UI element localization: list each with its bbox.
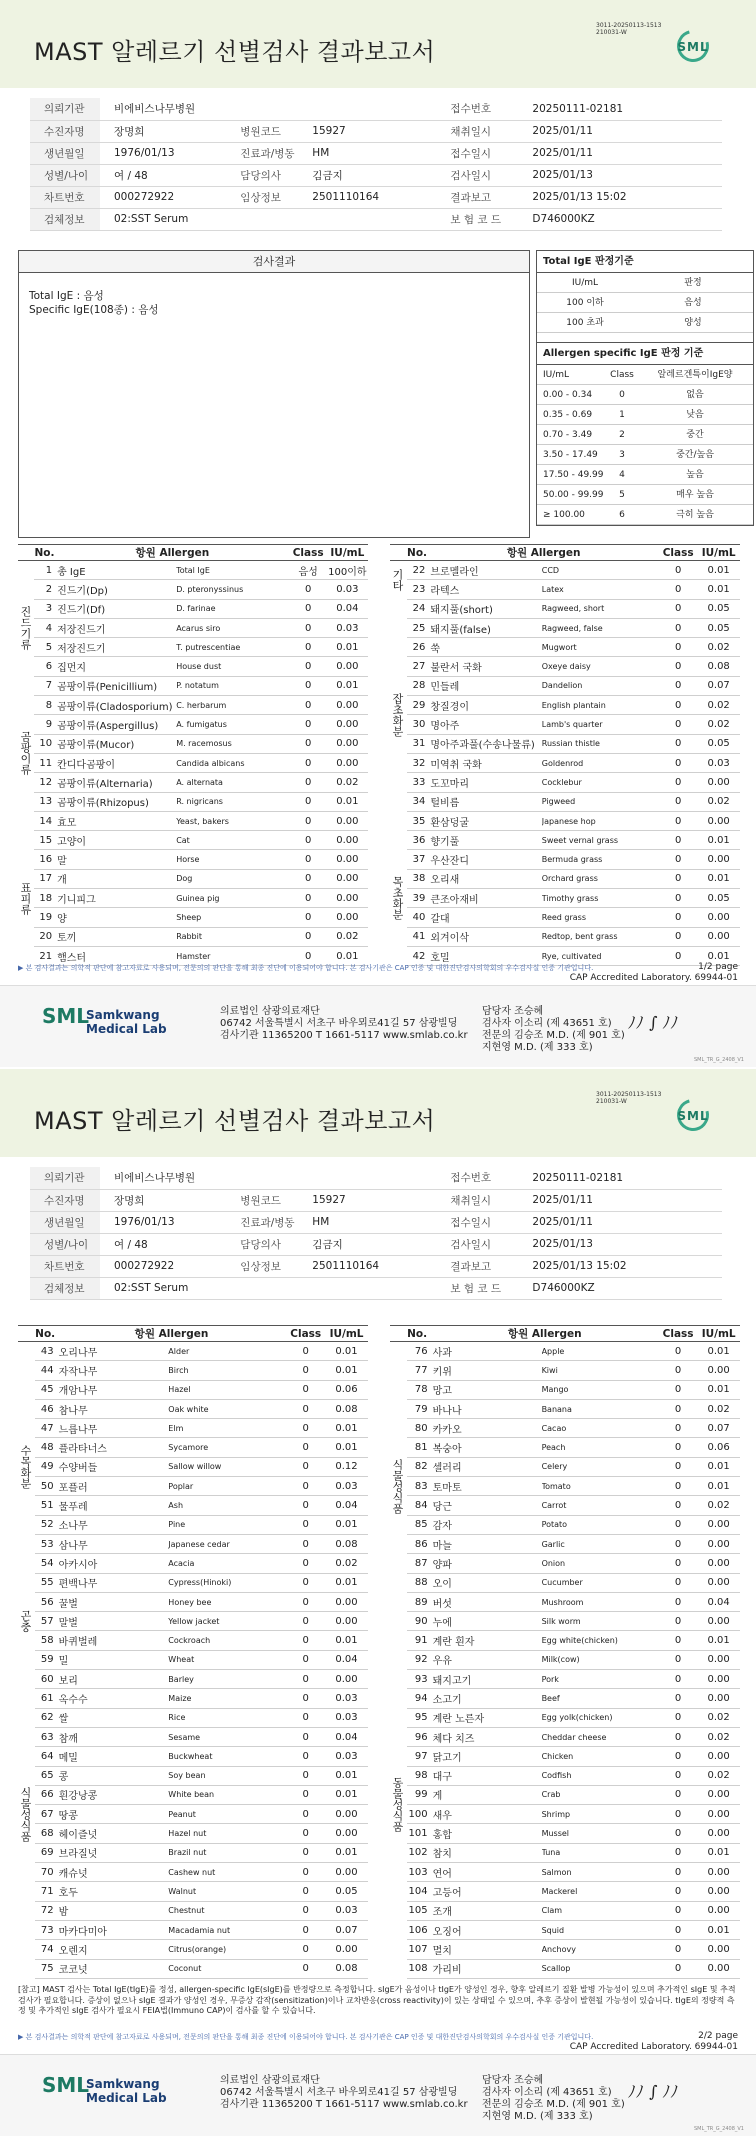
allergen-row: 30 명아주 Lamb's quarter 0 0.02 bbox=[390, 715, 740, 734]
allergen-row: 94 소고기 Beef 0 0.00 bbox=[390, 1689, 740, 1708]
result-head: 검사결과 bbox=[19, 251, 529, 273]
criteria-row: 50.00 - 99.99 5 매우 높음 bbox=[537, 485, 753, 505]
result-specific: Specific IgE(108종) : 음성 bbox=[29, 304, 159, 316]
group-label: 곤충 bbox=[19, 1610, 32, 1633]
criteria-row: 3.50 - 17.49 3 중간/높음 bbox=[537, 445, 753, 465]
allergen-row: 1 총 IgE Total IgE 음성 100이하 bbox=[18, 561, 368, 580]
allergen-row: 95 계란 노른자 Egg yolk(chicken) 0 0.02 bbox=[390, 1708, 740, 1727]
sml-logo: SML bbox=[672, 30, 714, 72]
allergen-row: 26 쑥 Mugwort 0 0.02 bbox=[390, 638, 740, 657]
patient-info-table: 의뢰기관 비에비스나무병원 접수번호 20250111-02181 수진자명 장명희 병원코드 15927 채취일시 2025/01/11 생년월일 1976/01/13 진료과/병동 HM 접수일시 2025/01/11 성별/나이 여 / 48 담당의사 김금지 검사일시 2025/01/13 차트번호 000272922 임상정보 2501110164 결과보고 2025/01/13 15:02 검체정보 02:SST Serum 보 험 코 드 D746000KZ bbox=[30, 98, 722, 231]
allergen-row: 6 집먼지 House dust 0 0.00 bbox=[18, 657, 368, 676]
specific-ige-title: Allergen specific IgE 판정 기준 bbox=[537, 343, 753, 365]
group-label: 동물성식품 bbox=[391, 1777, 404, 1833]
allergen-row: 곤충 56 꿀벌 Honey bee 0 0.00 bbox=[18, 1592, 368, 1611]
allergen-row: 104 고등어 Mackerel 0 0.00 bbox=[390, 1882, 740, 1901]
group-label: 잡초화분 bbox=[391, 692, 404, 737]
allergen-row: 62 쌀 Rice 0 0.03 bbox=[18, 1708, 368, 1727]
allergen-row: 69 브라질넛 Brazil nut 0 0.01 bbox=[18, 1843, 368, 1862]
allergen-row: 73 마카다미아 Macadamia nut 0 0.07 bbox=[18, 1920, 368, 1939]
allergen-row: 99 게 Crab 0 0.00 bbox=[390, 1785, 740, 1804]
doc-code: 3011-20250113-1513 210031-W bbox=[596, 22, 662, 36]
allergen-row: 60 보리 Barley 0 0.00 bbox=[18, 1670, 368, 1689]
allergen-row: 17 개 Dog 0 0.00 bbox=[18, 869, 368, 888]
allergen-row: 34 털비름 Pigweed 0 0.02 bbox=[390, 792, 740, 811]
allergen-table-p2-left: No. 항원 Allergen Class IU/mL 수목화분 43 오리나무 Alder 0 0.01 44 자작나무 Birch 0 0.01 45 개암나무 Hazel 0 0.06 46 참나무 Oak white 0 0.08 47 느릅나무 Elm 0 0.01 48 플라타너스 Sycamore 0 0.01 49 수양버들 Sallow willow 0 0.12 50 포플러 Poplar 0 0.03 51 물푸레 Ash 0 0.04 52 소나무 Pine 0 0.01 53 삼나무 Japanese cedar 0 0.08 54 아카시아 Acacia 0 0.02 55 편백나무 Cypress(Hinoki) 0 0.01 곤충 56 꿀벌 Honey bee 0 0.00 57 말벌 Yellow jacket 0 0.00 58 바퀴벌레 Cockroach 0 0.01 식물성식품 59 밀 Wheat 0 0.04 60 보리 Barley 0 0.00 61 옥수수 Maize 0 0.03 62 쌀 Rice 0 0.03 63 참깨 Sesame 0 0.04 64 메밀 Buckwheat 0 0.03 65 콩 Soy bean 0 0.01 66 흰강낭콩 White bean 0 0.01 67 땅콩 Peanut 0 0.00 68 헤이즐넛 Hazel nut 0 0.00 69 브라질넛 Brazil nut 0 0.01 70 캐슈넛 Cashew nut 0 0.00 71 호두 Walnut 0 0.05 72 밤 Chestnut 0 0.03 73 마카다미아 Macadamia nut 0 0.07 74 오렌지 Citrus(orange) 0 0.00 75 코코넛 Coconut 0 0.08 bbox=[18, 1325, 368, 1979]
allergen-row: 수목화분 43 오리나무 Alder 0 0.01 bbox=[18, 1342, 368, 1361]
allergen-row: 31 명아주과풀(수송나물류) Russian thistle 0 0.05 bbox=[390, 734, 740, 753]
allergen-row: 19 양 Sheep 0 0.00 bbox=[18, 908, 368, 927]
allergen-row: 38 오리새 Orchard grass 0 0.01 bbox=[390, 869, 740, 888]
doc-code-2: 3011-20250113-1513 210031-W bbox=[596, 1091, 662, 1105]
allergen-row: 75 코코넛 Coconut 0 0.08 bbox=[18, 1959, 368, 1978]
allergen-row: 식물성식품 59 밀 Wheat 0 0.04 bbox=[18, 1650, 368, 1669]
allergen-row: 106 오징어 Squid 0 0.01 bbox=[390, 1920, 740, 1939]
allergen-row: 16 말 Horse 0 0.00 bbox=[18, 850, 368, 869]
allergen-row: 108 가리비 Scallop 0 0.00 bbox=[390, 1959, 740, 1978]
group-label: 목초화분 bbox=[391, 876, 404, 921]
allergen-row: 64 메밀 Buckwheat 0 0.03 bbox=[18, 1747, 368, 1766]
allergen-row: 71 호두 Walnut 0 0.05 bbox=[18, 1882, 368, 1901]
allergen-table-p2-right: No. 항원 Allergen Class IU/mL 식물성식품 76 사과 Apple 0 0.01 77 키위 Kiwi 0 0.00 78 망고 Mango 0 0.01 79 바나나 Banana 0 0.02 80 카카오 Cacao 0 0.07 81 복숭아 Peach 0 0.06 82 셀러리 Celery 0 0.01 83 토마토 Tomato 0 0.01 84 당근 Carrot 0 0.02 85 감자 Potato 0 0.00 86 마늘 Garlic 0 0.00 87 양파 Onion 0 0.00 88 오이 Cucumber 0 0.00 89 버섯 Mushroom 0 0.04 90 누에 Silk worm 0 0.00 동물성식품 91 계란 흰자 Egg white(chicken) 0 0.01 92 우유 Milk(cow) 0 0.00 93 돼지고기 Pork 0 0.00 94 소고기 Beef 0 0.00 95 계란 노른자 Egg yolk(chicken) 0 0.02 96 체다 치즈 Cheddar cheese 0 0.02 97 닭고기 Chicken 0 0.00 98 대구 Codfish 0 0.02 99 게 Crab 0 0.00 100 새우 Shrimp 0 0.00 101 홍합 Mussel 0 0.00 102 참치 Tuna 0 0.01 103 연어 Salmon 0 0.00 104 고등어 Mackerel 0 0.00 105 조개 Clam 0 0.00 106 오징어 Squid 0 0.01 107 멸치 Anchovy 0 0.00 108 가리비 Scallop 0 0.00 bbox=[390, 1325, 740, 1979]
report-title: MAST 알레르기 선별검사 결과보고서 bbox=[34, 38, 436, 66]
allergen-row: 63 참깨 Sesame 0 0.04 bbox=[18, 1727, 368, 1746]
allergen-row: 81 복숭아 Peach 0 0.06 bbox=[390, 1438, 740, 1457]
allergen-row: 102 참치 Tuna 0 0.01 bbox=[390, 1843, 740, 1862]
result-box bbox=[18, 250, 530, 538]
criteria-row: ≥ 100.00 6 극히 높음 bbox=[537, 505, 753, 525]
allergen-row: 54 아카시아 Acacia 0 0.02 bbox=[18, 1554, 368, 1573]
allergen-row: 47 느릅나무 Elm 0 0.01 bbox=[18, 1419, 368, 1438]
allergen-row: 20 토끼 Rabbit 0 0.02 bbox=[18, 927, 368, 946]
allergen-row: 58 바퀴벌레 Cockroach 0 0.01 bbox=[18, 1631, 368, 1650]
allergen-row: 50 포플러 Poplar 0 0.03 bbox=[18, 1477, 368, 1496]
allergen-row: 기타 22 브로멜라인 CCD 0 0.01 bbox=[390, 561, 740, 580]
allergen-row: 진드기류 2 진드기(Dp) D. pteronyssinus 0 0.03 bbox=[18, 580, 368, 599]
allergen-row: 68 헤이즐넛 Hazel nut 0 0.00 bbox=[18, 1824, 368, 1843]
samkwang-logo: SML Samkwang Medical Lab bbox=[42, 1004, 167, 1036]
criteria-row: 0.35 - 0.69 1 낮음 bbox=[537, 405, 753, 425]
allergen-row: 61 옥수수 Maize 0 0.03 bbox=[18, 1689, 368, 1708]
allergen-row: 46 참나무 Oak white 0 0.08 bbox=[18, 1399, 368, 1418]
allergen-row: 82 셀러리 Celery 0 0.01 bbox=[390, 1457, 740, 1476]
group-label: 곰팡이류 bbox=[19, 731, 32, 776]
group-label: 기타 bbox=[391, 569, 404, 592]
allergen-row: 41 외겨이삭 Redtop, bent grass 0 0.00 bbox=[390, 927, 740, 946]
allergen-row: 33 도꼬마리 Cocklebur 0 0.00 bbox=[390, 773, 740, 792]
allergen-row: 32 미역취 국화 Goldenrod 0 0.03 bbox=[390, 753, 740, 772]
allergen-row: 72 밤 Chestnut 0 0.03 bbox=[18, 1901, 368, 1920]
criteria-row: 0.00 - 0.34 0 없음 bbox=[537, 385, 753, 405]
allergen-row: 14 효모 Yeast, bakers 0 0.00 bbox=[18, 811, 368, 830]
handwritten-signature: ﾉﾉ ∫ ﾉﾉ bbox=[628, 1013, 679, 1032]
allergen-row: 101 홍합 Mussel 0 0.00 bbox=[390, 1824, 740, 1843]
allergen-row: 86 마늘 Garlic 0 0.00 bbox=[390, 1534, 740, 1553]
allergen-row: 90 누에 Silk worm 0 0.00 bbox=[390, 1612, 740, 1631]
group-label: 표피류 bbox=[19, 881, 32, 915]
allergen-row: 53 삼나무 Japanese cedar 0 0.08 bbox=[18, 1534, 368, 1553]
allergen-row: 식물성식품 76 사과 Apple 0 0.01 bbox=[390, 1342, 740, 1361]
group-label: 수목화분 bbox=[19, 1445, 32, 1490]
footer-note: ▶ 본 검사결과는 의학적 판단에 참고자료로 사용되며, 전문의의 판단을 통해 최종 진단에 이용되어야 합니다. 본 검사기관은 CAP 인증 및 대한진단검사의학회의 우수검사실 인증 기관입니다. bbox=[18, 964, 594, 972]
allergen-row: 78 망고 Mango 0 0.01 bbox=[390, 1380, 740, 1399]
handwritten-signature-2: ﾉﾉ ∫ ﾉﾉ bbox=[628, 2082, 679, 2101]
allergen-row: 표피류 15 고양이 Cat 0 0.00 bbox=[18, 831, 368, 850]
allergen-row: 8 곰팡이류(Cladosporium) C. herbarum 0 0.00 bbox=[18, 696, 368, 715]
allergen-row: 105 조개 Clam 0 0.00 bbox=[390, 1901, 740, 1920]
allergen-row: 103 연어 Salmon 0 0.00 bbox=[390, 1863, 740, 1882]
allergen-row: 52 소나무 Pine 0 0.01 bbox=[18, 1515, 368, 1534]
allergen-row: 44 자작나무 Birch 0 0.01 bbox=[18, 1361, 368, 1380]
allergen-row: 55 편백나무 Cypress(Hinoki) 0 0.01 bbox=[18, 1573, 368, 1592]
group-label: 식물성식품 bbox=[19, 1786, 32, 1842]
allergen-row: 51 물푸레 Ash 0 0.04 bbox=[18, 1496, 368, 1515]
allergen-row: 18 기니피그 Guinea pig 0 0.00 bbox=[18, 889, 368, 908]
allergen-row: 67 땅콩 Peanut 0 0.00 bbox=[18, 1805, 368, 1824]
form-code: SML_TR_G_2408_V1 bbox=[693, 1057, 744, 1063]
allergen-row: 9 곰팡이류(Aspergillus) A. fumigatus 0 0.00 bbox=[18, 715, 368, 734]
allergen-row: 37 우산잔디 Bermuda grass 0 0.00 bbox=[390, 850, 740, 869]
allergen-row: 25 돼지풀(false) Ragweed, false 0 0.05 bbox=[390, 618, 740, 637]
allergen-row: 85 감자 Potato 0 0.00 bbox=[390, 1515, 740, 1534]
allergen-row: 107 멸치 Anchovy 0 0.00 bbox=[390, 1940, 740, 1959]
allergen-row: 89 버섯 Mushroom 0 0.04 bbox=[390, 1592, 740, 1611]
footer-note-2: ▶ 본 검사결과는 의학적 판단에 참고자료로 사용되며, 전문의의 판단을 통해 최종 진단에 이용되어야 합니다. 본 검사기관은 CAP 인증 및 대한진단검사의학회의 우수검사실 인증 기관입니다. bbox=[18, 2033, 594, 2041]
group-label: 진드기류 bbox=[19, 606, 32, 651]
criteria-row: 0.70 - 3.49 2 중간 bbox=[537, 425, 753, 445]
allergen-row: 11 칸디다곰팡이 Candida albicans 0 0.00 bbox=[18, 753, 368, 772]
allergen-row: 49 수양버들 Sallow willow 0 0.12 bbox=[18, 1457, 368, 1476]
criteria-box: Total IgE 판정기준 IU/mL 판정 100 이하 음성 100 초과 양성 Allergen specific IgE 판정 기준 IU/mL Class 알레르겐특이IgE양 0.00 - 0.34 0 없음 0.35 - 0.69 1 낮음 0.70 - 3.49 2 중간 3.50 - 17.49 3 중간/높음 17.50 - 49.99 4 높음 50.00 - 99.99 5 매우 높음 ≥ 100.00 6 극히 높음 bbox=[536, 250, 754, 526]
allergen-row: 동물성식품 91 계란 흰자 Egg white(chicken) 0 0.01 bbox=[390, 1631, 740, 1650]
allergen-row: 98 대구 Codfish 0 0.02 bbox=[390, 1766, 740, 1785]
allergen-row: 4 저장진드기 Acarus siro 0 0.03 bbox=[18, 618, 368, 637]
allergen-row: 목초화분 36 향기풀 Sweet vernal grass 0 0.01 bbox=[390, 831, 740, 850]
allergen-row: 79 바나나 Banana 0 0.02 bbox=[390, 1399, 740, 1418]
allergen-row: 93 돼지고기 Pork 0 0.00 bbox=[390, 1670, 740, 1689]
allergen-row: 잡초화분 24 돼지풀(short) Ragweed, short 0 0.05 bbox=[390, 599, 740, 618]
footer-page-2: 2/2 page CAP Accredited Laboratory. 69944-01 bbox=[569, 2031, 738, 2052]
patient-info-table-2: 의뢰기관 비에비스나무병원 접수번호 20250111-02181 수진자명 장명희 병원코드 15927 채취일시 2025/01/11 생년월일 1976/01/13 진료과/병동 HM 접수일시 2025/01/11 성별/나이 여 / 48 담당의사 김금지 검사일시 2025/01/13 차트번호 000272922 임상정보 2501110164 결과보고 2025/01/13 15:02 검체정보 02:SST Serum 보 험 코 드 D746000KZ bbox=[30, 1167, 722, 1300]
allergen-row: 45 개암나무 Hazel 0 0.06 bbox=[18, 1380, 368, 1399]
allergen-row: 100 새우 Shrimp 0 0.00 bbox=[390, 1805, 740, 1824]
allergen-row: 5 저장진드기 T. putrescentiae 0 0.01 bbox=[18, 638, 368, 657]
allergen-row: 65 콩 Soy bean 0 0.01 bbox=[18, 1766, 368, 1785]
allergen-row: 12 곰팡이류(Alternaria) A. alternata 0 0.02 bbox=[18, 773, 368, 792]
allergen-row: 80 카카오 Cacao 0 0.07 bbox=[390, 1419, 740, 1438]
allergen-table-p1-right: No. 항원 Allergen Class IU/mL 기타 22 브로멜라인 CCD 0 0.01 23 라텍스 Latex 0 0.01 잡초화분 24 돼지풀(short) Ragweed, short 0 0.05 25 돼지풀(false) Ragweed, false 0 0.05 26 쑥 Mugwort 0 0.02 27 불란서 국화 Oxeye daisy 0 0.08 28 민들레 Dandelion 0 0.07 29 창질경이 English plantain 0 0.02 30 명아주 Lamb's quarter 0 0.02 31 명아주과풀(수송나물류) Russian thistle 0 0.05 32 미역취 국화 Goldenrod 0 0.03 33 도꼬마리 Cocklebur 0 0.00 34 털비름 Pigweed 0 0.02 35 환삼덩굴 Japanese hop 0 0.00 목초화분 36 향기풀 Sweet vernal grass 0 0.01 37 우산잔디 Bermuda grass 0 0.00 38 오리새 Orchard grass 0 0.01 39 큰조아재비 Timothy grass 0 0.05 40 갈대 Reed grass 0 0.00 41 외겨이삭 Redtop, bent grass 0 0.00 42 호밀 Rye, cultivated 0 0.01 bbox=[390, 544, 740, 966]
footer-band bbox=[0, 985, 756, 1067]
allergen-row: 66 흰강낭콩 White bean 0 0.01 bbox=[18, 1785, 368, 1804]
allergen-row: 3 진드기(Df) D. farinae 0 0.04 bbox=[18, 599, 368, 618]
allergen-row: 21 햄스터 Hamster 0 0.01 bbox=[18, 946, 368, 965]
report-title-2: MAST 알레르기 선별검사 결과보고서 bbox=[34, 1107, 436, 1135]
allergen-row: 29 창질경이 English plantain 0 0.02 bbox=[390, 696, 740, 715]
result-total: Total IgE : 음성 bbox=[29, 290, 104, 302]
allergen-row: 97 닭고기 Chicken 0 0.00 bbox=[390, 1747, 740, 1766]
allergen-row: 57 말벌 Yellow jacket 0 0.00 bbox=[18, 1612, 368, 1631]
allergen-row: 92 우유 Milk(cow) 0 0.00 bbox=[390, 1650, 740, 1669]
allergen-row: 곰팡이류 7 곰팡이류(Penicillium) P. notatum 0 0.01 bbox=[18, 676, 368, 695]
allergen-row: 87 양파 Onion 0 0.00 bbox=[390, 1554, 740, 1573]
signatures: 담당자 조승혜 검사자 이소리 (제 43651 호) 전문의 김승조 M.D. (제 901 호) 지현영 M.D. (제 333 호) bbox=[482, 1006, 625, 1053]
footer-page: 1/2 page CAP Accredited Laboratory. 69944-01 bbox=[569, 962, 738, 983]
allergen-row: 35 환삼덩굴 Japanese hop 0 0.00 bbox=[390, 811, 740, 830]
allergen-row: 39 큰조아재비 Timothy grass 0 0.05 bbox=[390, 889, 740, 908]
allergen-row: 48 플라타너스 Sycamore 0 0.01 bbox=[18, 1438, 368, 1457]
reference-note: [참고] MAST 검사는 Total IgE(tIgE)를 정성, allergen-specific IgE(sIgE)를 반정량으로 측정합니다. sIgE가 음성이나 tIgE가 양성인 경우, 향후 알레르기 질환 발병 가능성이 있으며 추가적인 sIgE 및 추적검사가 필요합니다. 증상이 없으나 sIgE 결과가 양성인 경우, 무증상 감작(sensitization)이나 교차반응(cross reactivity)이 있는 상태일 수 있으며, 추후 증상이 발현될 가능성이 있습니다. tIgE의 정량적 측정 및 추가적인 sIgE 검사가 필요시 FEIA법(Immuno CAP)이 검사를 할 수 있습니다. bbox=[18, 1985, 736, 2015]
sml-logo-2: SML bbox=[672, 1099, 714, 1141]
footer-band-2: SML Samkwang Medical Lab 의료법인 삼광의료재단 06742 서울특별시 서초구 바우뫼로41길 57 삼광빌딩 검사기관 11365200 T 1661-5117 www.smlab.co.kr 담당자 조승혜 검사자 이소리 (제 43651 호) 전문의 김승조 M.D. (제 901 호) 지현영 M.D. (제 333 호) ﾉﾉ ∫ ﾉﾉ SML_TR_G_2408_V1 bbox=[0, 2054, 756, 2136]
allergen-row: 28 민들레 Dandelion 0 0.07 bbox=[390, 676, 740, 695]
allergen-row: 40 갈대 Reed grass 0 0.00 bbox=[390, 908, 740, 927]
allergen-row: 77 키위 Kiwi 0 0.00 bbox=[390, 1361, 740, 1380]
allergen-row: 42 호밀 Rye, cultivated 0 0.01 bbox=[390, 946, 740, 965]
total-ige-title: Total IgE 판정기준 bbox=[537, 251, 753, 273]
allergen-row: 96 체다 치즈 Cheddar cheese 0 0.02 bbox=[390, 1727, 740, 1746]
allergen-row: 23 라텍스 Latex 0 0.01 bbox=[390, 580, 740, 599]
group-label: 식물성식품 bbox=[391, 1458, 404, 1514]
allergen-row: 84 당근 Carrot 0 0.02 bbox=[390, 1496, 740, 1515]
allergen-table-p1-left: No. 항원 Allergen Class IU/mL 1 총 IgE Total IgE 음성 100이하 진드기류 2 진드기(Dp) D. pteronyssinus 0 0.03 3 진드기(Df) D. farinae 0 0.04 4 저장진드기 Acarus siro 0 0.03 5 저장진드기 T. putrescentiae 0 0.01 6 집먼지 House dust 0 0.00 곰팡이류 7 곰팡이류(Penicillium) P. notatum 0 0.01 8 곰팡이류(Cladosporium) C. herbarum 0 0.00 9 곰팡이류(Aspergillus) A. fumigatus 0 0.00 10 곰팡이류(Mucor) M. racemosus 0 0.00 11 칸디다곰팡이 Candida albicans 0 0.00 12 곰팡이류(Alternaria) A. alternata 0 0.02 13 곰팡이류(Rhizopus) R. nigricans 0 0.01 14 효모 Yeast, bakers 0 0.00 표피류 15 고양이 Cat 0 0.00 16 말 Horse 0 0.00 17 개 Dog 0 0.00 18 기니피그 Guinea pig 0 0.00 19 양 Sheep 0 0.00 20 토끼 Rabbit 0 0.02 21 햄스터 Hamster 0 0.01 bbox=[18, 544, 368, 966]
report-page-2 bbox=[0, 1069, 756, 2138]
allergen-row: 88 오이 Cucumber 0 0.00 bbox=[390, 1573, 740, 1592]
allergen-row: 27 불란서 국화 Oxeye daisy 0 0.08 bbox=[390, 657, 740, 676]
allergen-row: 10 곰팡이류(Mucor) M. racemosus 0 0.00 bbox=[18, 734, 368, 753]
address: 의료법인 삼광의료재단 06742 서울특별시 서초구 바우뫼로41길 57 삼광빌딩 검사기관 11365200 T 1661-5117 www.smlab.co.kr bbox=[220, 1006, 468, 1041]
allergen-row: 70 캐슈넛 Cashew nut 0 0.00 bbox=[18, 1863, 368, 1882]
allergen-row: 83 토마토 Tomato 0 0.01 bbox=[390, 1477, 740, 1496]
allergen-row: 13 곰팡이류(Rhizopus) R. nigricans 0 0.01 bbox=[18, 792, 368, 811]
criteria-row: 17.50 - 49.99 4 높음 bbox=[537, 465, 753, 485]
allergen-row: 74 오렌지 Citrus(orange) 0 0.00 bbox=[18, 1940, 368, 1959]
